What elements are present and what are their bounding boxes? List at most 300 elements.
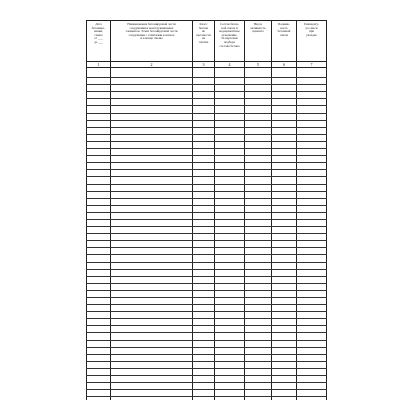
- table-cell: [87, 368, 111, 375]
- table-cell: [245, 170, 272, 177]
- table-cell: [297, 347, 327, 354]
- table-cell: [111, 212, 193, 219]
- table-cell: [297, 127, 327, 134]
- column-number-7: 7: [297, 62, 327, 68]
- table-cell: [272, 156, 297, 163]
- table-cell: [272, 276, 297, 283]
- table-cell: [193, 241, 215, 248]
- table-cell: [297, 298, 327, 305]
- column-number-2: 2: [111, 62, 193, 68]
- table-cell: [245, 156, 272, 163]
- table-cell: [215, 390, 245, 397]
- table-row: [87, 99, 327, 106]
- table-cell: [193, 390, 215, 397]
- table-row: [87, 191, 327, 198]
- table-row: [87, 319, 327, 326]
- table-cell: [215, 184, 245, 191]
- table-cell: [272, 319, 297, 326]
- table-cell: [215, 255, 245, 262]
- table-cell: [215, 354, 245, 361]
- table-cell: [272, 361, 297, 368]
- table-cell: [272, 127, 297, 134]
- table-row: [87, 71, 327, 78]
- column-header-mix-mobility: Подвиж- ность бетонной смеси: [272, 21, 297, 62]
- table-cell: [87, 276, 111, 283]
- table-row: [87, 290, 327, 297]
- table-cell: [111, 383, 193, 390]
- table-cell: [297, 120, 327, 127]
- table-row: [87, 361, 327, 368]
- table-cell: [215, 156, 245, 163]
- table-cell: [87, 78, 111, 85]
- table-cell: [272, 354, 297, 361]
- table-cell: [111, 390, 193, 397]
- table-cell: [272, 283, 297, 290]
- table-cell: [111, 113, 193, 120]
- table-row: [87, 205, 327, 212]
- table-cell: [245, 368, 272, 375]
- table-cell: [245, 85, 272, 92]
- table-cell: [87, 212, 111, 219]
- table-cell: [215, 269, 245, 276]
- table-cell: [215, 170, 245, 177]
- table-row: [87, 354, 327, 361]
- table-cell: [272, 99, 297, 106]
- table-cell: [111, 234, 193, 241]
- table-row: [87, 340, 327, 347]
- table-cell: [272, 170, 297, 177]
- table-row: [87, 219, 327, 226]
- table-cell: [215, 92, 245, 99]
- table-cell: [215, 99, 245, 106]
- table-cell: [193, 319, 215, 326]
- table-cell: [215, 234, 245, 241]
- table-row: [87, 141, 327, 148]
- table-cell: [111, 78, 193, 85]
- table-cell: [111, 170, 193, 177]
- table-cell: [297, 262, 327, 269]
- table-cell: [297, 106, 327, 113]
- table-cell: [245, 106, 272, 113]
- table-cell: [215, 163, 245, 170]
- table-cell: [87, 255, 111, 262]
- table-cell: [215, 340, 245, 347]
- table-row: [87, 106, 327, 113]
- table-cell: [297, 163, 327, 170]
- table-cell: [215, 191, 245, 198]
- table-cell: [111, 340, 193, 347]
- table-cell: [87, 127, 111, 134]
- table-row: [87, 298, 327, 305]
- table-cell: [87, 177, 111, 184]
- table-row: [87, 92, 327, 99]
- table-cell: [297, 283, 327, 290]
- table-cell: [193, 170, 215, 177]
- column-header-mix-temperature: Температу- ра смеси при укладке: [297, 21, 327, 62]
- table-cell: [87, 262, 111, 269]
- table-row: [87, 234, 327, 241]
- table-cell: [245, 184, 272, 191]
- table-cell: [272, 219, 297, 226]
- table-cell: [297, 241, 327, 248]
- table-row: [87, 283, 327, 290]
- table-row: [87, 269, 327, 276]
- table-cell: [193, 92, 215, 99]
- table-cell: [297, 368, 327, 375]
- table-cell: [245, 113, 272, 120]
- table-cell: [193, 262, 215, 269]
- table-cell: [87, 333, 111, 340]
- table-cell: [245, 78, 272, 85]
- table-cell: [193, 383, 215, 390]
- table-cell: [297, 212, 327, 219]
- table-cell: [215, 361, 245, 368]
- table-cell: [87, 354, 111, 361]
- table-cell: [272, 326, 297, 333]
- column-number-3: 3: [193, 62, 215, 68]
- table-cell: [215, 212, 245, 219]
- table-cell: [111, 127, 193, 134]
- table-row: [87, 227, 327, 234]
- table-row: [87, 390, 327, 397]
- table-row: [87, 262, 327, 269]
- table-cell: [111, 354, 193, 361]
- table-cell: [245, 241, 272, 248]
- table-cell: [87, 85, 111, 92]
- table-cell: [193, 234, 215, 241]
- table-cell: [215, 376, 245, 383]
- table-cell: [111, 198, 193, 205]
- table-cell: [245, 71, 272, 78]
- table-cell: [193, 227, 215, 234]
- table-cell: [272, 262, 297, 269]
- table-cell: [297, 255, 327, 262]
- table-cell: [245, 255, 272, 262]
- table-cell: [215, 177, 245, 184]
- table-cell: [193, 333, 215, 340]
- table-cell: [87, 99, 111, 106]
- table-cell: [245, 290, 272, 297]
- table-cell: [193, 198, 215, 205]
- table-cell: [87, 234, 111, 241]
- table-row: [87, 149, 327, 156]
- table-cell: [87, 71, 111, 78]
- table-cell: [111, 106, 193, 113]
- table-cell: [111, 85, 193, 92]
- table-cell: [297, 326, 327, 333]
- table-cell: [193, 368, 215, 375]
- column-header-mix-composition: Состав бетон- ной смеси и водоцементное отношение, № карточки подбора состава бетона: [215, 21, 245, 62]
- table-cell: [87, 319, 111, 326]
- table-cell: [272, 191, 297, 198]
- table-cell: [111, 141, 193, 148]
- table-cell: [87, 241, 111, 248]
- table-cell: [245, 163, 272, 170]
- table-cell: [272, 85, 297, 92]
- table-cell: [245, 234, 272, 241]
- table-cell: [215, 149, 245, 156]
- table-cell: [297, 234, 327, 241]
- table-cell: [245, 326, 272, 333]
- table-cell: [245, 283, 272, 290]
- table-cell: [87, 92, 111, 99]
- table-row: [87, 177, 327, 184]
- table-cell: [193, 163, 215, 170]
- table-cell: [111, 134, 193, 141]
- table-cell: [272, 290, 297, 297]
- table-cell: [245, 205, 272, 212]
- table-cell: [193, 127, 215, 134]
- table-cell: [111, 326, 193, 333]
- table-cell: [297, 340, 327, 347]
- table-cell: [111, 255, 193, 262]
- table-cell: [297, 71, 327, 78]
- table-cell: [111, 177, 193, 184]
- table-cell: [87, 141, 111, 148]
- table-cell: [193, 149, 215, 156]
- table-cell: [215, 113, 245, 120]
- table-cell: [272, 227, 297, 234]
- concrete-works-journal-table: [86, 20, 327, 400]
- table-cell: [272, 234, 297, 241]
- table-cell: [87, 390, 111, 397]
- table-cell: [111, 120, 193, 127]
- table-cell: [272, 212, 297, 219]
- table-cell: [87, 248, 111, 255]
- table-cell: [297, 361, 327, 368]
- table-cell: [245, 347, 272, 354]
- table-cell: [87, 156, 111, 163]
- table-cell: [193, 134, 215, 141]
- table-cell: [215, 347, 245, 354]
- table-cell: [111, 163, 193, 170]
- journal-page: [86, 20, 326, 380]
- table-cell: [193, 276, 215, 283]
- table-cell: [111, 347, 193, 354]
- column-number-6: 6: [272, 62, 297, 68]
- table-cell: [245, 333, 272, 340]
- table-cell: [111, 361, 193, 368]
- table-cell: [272, 120, 297, 127]
- table-cell: [87, 298, 111, 305]
- table-cell: [272, 390, 297, 397]
- table-cell: [297, 156, 327, 163]
- table-cell: [87, 134, 111, 141]
- table-cell: [215, 276, 245, 283]
- table-cell: [111, 276, 193, 283]
- table-cell: [87, 269, 111, 276]
- table-cell: [245, 149, 272, 156]
- table-cell: [272, 198, 297, 205]
- table-cell: [193, 85, 215, 92]
- table-cell: [193, 326, 215, 333]
- table-cell: [272, 92, 297, 99]
- table-cell: [272, 255, 297, 262]
- table-cell: [193, 205, 215, 212]
- table-cell: [193, 184, 215, 191]
- table-cell: [111, 269, 193, 276]
- table-cell: [245, 248, 272, 255]
- table-cell: [193, 156, 215, 163]
- table-cell: [272, 106, 297, 113]
- table-cell: [297, 276, 327, 283]
- table-cell: [297, 177, 327, 184]
- table-cell: [87, 383, 111, 390]
- table-cell: [193, 347, 215, 354]
- table-cell: [272, 312, 297, 319]
- table-cell: [245, 262, 272, 269]
- table-cell: [87, 163, 111, 170]
- table-cell: [272, 241, 297, 248]
- table-row: [87, 127, 327, 134]
- table-cell: [193, 298, 215, 305]
- table-cell: [111, 319, 193, 326]
- table-cell: [193, 255, 215, 262]
- table-cell: [111, 156, 193, 163]
- table-row: [87, 333, 327, 340]
- table-cell: [245, 127, 272, 134]
- table-cell: [111, 191, 193, 198]
- table-cell: [245, 191, 272, 198]
- table-cell: [193, 290, 215, 297]
- table-cell: [245, 376, 272, 383]
- table-cell: [215, 71, 245, 78]
- table-cell: [245, 340, 272, 347]
- table-cell: [272, 383, 297, 390]
- table-cell: [111, 312, 193, 319]
- table-cell: [193, 269, 215, 276]
- table-cell: [272, 333, 297, 340]
- table-cell: [245, 227, 272, 234]
- table-row: [87, 305, 327, 312]
- table-cell: [87, 184, 111, 191]
- table-cell: [272, 184, 297, 191]
- table-cell: [215, 283, 245, 290]
- table-cell: [193, 305, 215, 312]
- table-cell: [111, 376, 193, 383]
- table-cell: [272, 347, 297, 354]
- table-body: [87, 68, 327, 400]
- table-cell: [297, 191, 327, 198]
- table-cell: [215, 326, 245, 333]
- table-cell: [111, 305, 193, 312]
- table-cell: [272, 163, 297, 170]
- table-cell: [111, 298, 193, 305]
- table-cell: [272, 205, 297, 212]
- table-cell: [111, 184, 193, 191]
- table-cell: [297, 134, 327, 141]
- table-cell: [245, 92, 272, 99]
- table-cell: [245, 390, 272, 397]
- table-row: [87, 212, 327, 219]
- table-cell: [87, 326, 111, 333]
- table-cell: [272, 269, 297, 276]
- table-row: [87, 113, 327, 120]
- table-cell: [87, 219, 111, 226]
- table-cell: [193, 212, 215, 219]
- table-cell: [193, 361, 215, 368]
- table-cell: [245, 219, 272, 226]
- table-cell: [111, 262, 193, 269]
- table-cell: [111, 290, 193, 297]
- table-cell: [245, 212, 272, 219]
- table-cell: [111, 241, 193, 248]
- column-number-1: 1: [87, 62, 111, 68]
- table-cell: [215, 262, 245, 269]
- table-cell: [193, 177, 215, 184]
- table-cell: [193, 376, 215, 383]
- table-cell: [272, 368, 297, 375]
- table-cell: [215, 290, 245, 297]
- table-cell: [215, 106, 245, 113]
- table-cell: [87, 205, 111, 212]
- table-cell: [215, 219, 245, 226]
- table-cell: [215, 333, 245, 340]
- table-row: [87, 326, 327, 333]
- table-cell: [87, 170, 111, 177]
- table-cell: [297, 92, 327, 99]
- table-cell: [87, 227, 111, 234]
- table-cell: [215, 298, 245, 305]
- table-row: [87, 241, 327, 248]
- table-cell: [297, 85, 327, 92]
- table-cell: [245, 269, 272, 276]
- table-cell: [87, 361, 111, 368]
- table-cell: [193, 191, 215, 198]
- table-cell: [215, 85, 245, 92]
- table-cell: [193, 71, 215, 78]
- table-cell: [215, 198, 245, 205]
- table-cell: [87, 290, 111, 297]
- table-cell: [297, 170, 327, 177]
- table-row: [87, 120, 327, 127]
- table-cell: [245, 134, 272, 141]
- table-row: [87, 376, 327, 383]
- table-cell: [87, 305, 111, 312]
- table-cell: [245, 305, 272, 312]
- table-cell: [87, 283, 111, 290]
- table-cell: [111, 71, 193, 78]
- table-cell: [245, 312, 272, 319]
- column-header-element-name: Наименование бетонируемой части сооружения и конструкционных элементов. Эскиз бетонируемой части сооружения с отметками в начале и в конце смены: [111, 21, 193, 62]
- column-number-5: 5: [245, 62, 272, 68]
- table-cell: [245, 383, 272, 390]
- table-cell: [215, 312, 245, 319]
- table-cell: [87, 149, 111, 156]
- column-header-date: Дата бетониро- вания, смена от ___ до ___: [87, 21, 111, 62]
- table-cell: [297, 354, 327, 361]
- table-cell: [245, 120, 272, 127]
- table-cell: [272, 376, 297, 383]
- table-cell: [87, 106, 111, 113]
- table-cell: [87, 376, 111, 383]
- table-cell: [297, 248, 327, 255]
- table-cell: [193, 113, 215, 120]
- table-row: [87, 383, 327, 390]
- table-row: [87, 78, 327, 85]
- table-cell: [297, 227, 327, 234]
- column-number-4: 4: [215, 62, 245, 68]
- table-cell: [193, 106, 215, 113]
- table-cell: [297, 184, 327, 191]
- table-cell: [245, 141, 272, 148]
- table-cell: [215, 241, 245, 248]
- table-row: [87, 163, 327, 170]
- table-cell: [215, 134, 245, 141]
- table-cell: [272, 177, 297, 184]
- table-cell: [297, 305, 327, 312]
- table-cell: [272, 248, 297, 255]
